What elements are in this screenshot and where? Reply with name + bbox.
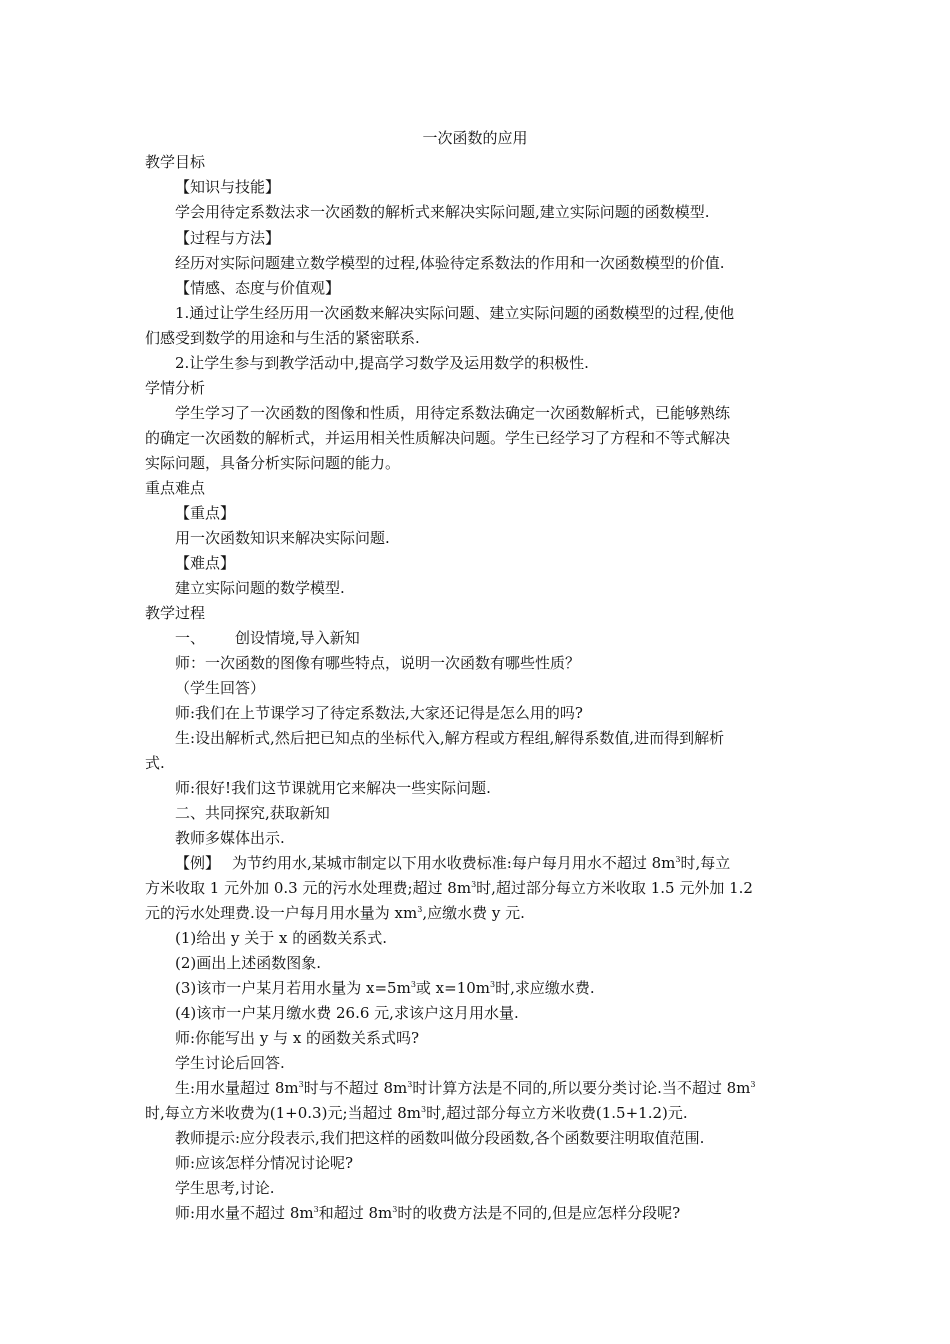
dialogue-student-answer: （学生回答） <box>175 679 266 697</box>
step-2-heading: 二、共同探究,获取新知 <box>175 804 330 822</box>
question-1: (1)给出 y 关于 x 的函数关系式. <box>175 929 388 947</box>
section-teaching-goals: 教学目标 <box>145 153 206 171</box>
difficult-point-text: 建立实际问题的数学模型. <box>175 579 345 597</box>
dialogue-student-1-line1: 生:设出解析式,然后把已知点的坐标代入,解方程或方程组,解得系数值,进而得到解析 <box>175 729 725 747</box>
section-learner-analysis: 学情分析 <box>145 379 206 397</box>
dialogue-teacher-6: 师:用水量不超过 $8m^3$和超过 $8m^3$时的收费方法是不同的,但是应怎样分段呢? <box>175 1204 681 1222</box>
example-label: 【例】 <box>175 854 221 872</box>
dialogue-teacher-4: 师:你能写出 y 与 x 的函数关系式吗? <box>175 1029 420 1047</box>
emotion-item-2: 2.让学生参与到教学活动中,提高学习数学及运用数学的积极性. <box>175 354 589 372</box>
section-key-difficult: 重点难点 <box>145 479 206 497</box>
difficult-point-label: 【难点】 <box>175 554 236 572</box>
question-4: (4)该市一户某月缴水费 26.6 元,求该户这月用水量. <box>175 1004 519 1022</box>
step-1-title: 创设情境,导入新知 <box>235 629 360 647</box>
dialogue-teacher-1: 师：一次函数的图像有哪些特点，说明一次函数有哪些性质？ <box>175 654 581 672</box>
emotion-item-1-line2: 们感受到数学的用途和与生活的紧密联系. <box>145 329 420 347</box>
emotion-attitude-label: 【情感、态度与价值观】 <box>175 279 341 297</box>
process-method-label: 【过程与方法】 <box>175 229 281 247</box>
dialogue-student-2-line2: 时,每立方米收费为(1+0.3)元;当超过 $8m^3$时,超过部分每立方米收费(1.5+1.2)元. <box>145 1104 688 1122</box>
analysis-line1: 学生学习了一次函数的图像和性质，用待定系数法确定一次函数解析式，已能够熟练 <box>175 404 731 422</box>
emotion-item-1-line1: 1.通过让学生经历用一次函数来解决实际问题、建立实际问题的函数模型的过程,使他 <box>175 304 735 322</box>
students-discuss: 学生讨论后回答. <box>175 1054 285 1072</box>
knowledge-skills-text: 学会用待定系数法求一次函数的解析式来解决实际问题,建立实际问题的函数模型. <box>175 203 710 221</box>
analysis-line2: 的确定一次函数的解析式，并运用相关性质解决问题。学生已经学习了方程和不等式解决 <box>145 429 731 447</box>
doc-title: 一次函数的应用 <box>422 129 528 147</box>
step-1-heading <box>175 628 360 648</box>
dialogue-teacher-3: 师:很好!我们这节课就用它来解决一些实际问题. <box>175 779 491 797</box>
example-line2: 方米收取 1 元外加 0.3 元的污水处理费;超过 $8m^3$时,超过部分每立方米收取 1.5 元外加 1.2 <box>145 879 753 897</box>
dialogue-teacher-5: 师:应该怎样分情况讨论呢? <box>175 1154 354 1172</box>
example-line1: 【例】 为节约用水,某城市制定以下用水收费标准:每户每月用水不超过 $8m^3$时,每立 <box>175 854 731 872</box>
dialogue-student-2-line1: 生:用水量超过 $8m^3$时与不超过 $8m^3$时计算方法是不同的,所以要分类讨论.当不超过 $8m^3$ <box>175 1079 756 1097</box>
step-1-number: 一、 <box>175 629 206 647</box>
analysis-line3: 实际问题，具备分析实际问题的能力。 <box>145 454 401 472</box>
question-3: (3)该市一户某月若用水量为 $x=5m^3$或 $x=10m^3$时,求应缴水费. <box>175 979 595 997</box>
students-think: 学生思考,讨论. <box>175 1179 275 1197</box>
example-line3: 元的污水处理费.设一户每月用水量为 $xm^3$,应缴水费 y 元. <box>145 904 525 922</box>
dialogue-teacher-2: 师:我们在上节课学习了待定系数法,大家还记得是怎么用的吗? <box>175 704 583 722</box>
teacher-shows-media: 教师多媒体出示. <box>175 829 285 847</box>
key-point-label: 【重点】 <box>175 504 236 522</box>
question-2: (2)画出上述函数图象. <box>175 954 322 972</box>
teacher-hint: 教师提示:应分段表示,我们把这样的函数叫做分段函数,各个函数要注明取值范围. <box>175 1129 705 1147</box>
process-method-text: 经历对实际问题建立数学模型的过程,体验待定系数法的作用和一次函数模型的价值. <box>175 254 725 272</box>
dialogue-student-1-line2: 式. <box>145 754 165 772</box>
key-point-text: 用一次函数知识来解决实际问题. <box>175 529 390 547</box>
knowledge-skills-label: 【知识与技能】 <box>175 178 281 196</box>
section-teaching-process: 教学过程 <box>145 604 206 622</box>
